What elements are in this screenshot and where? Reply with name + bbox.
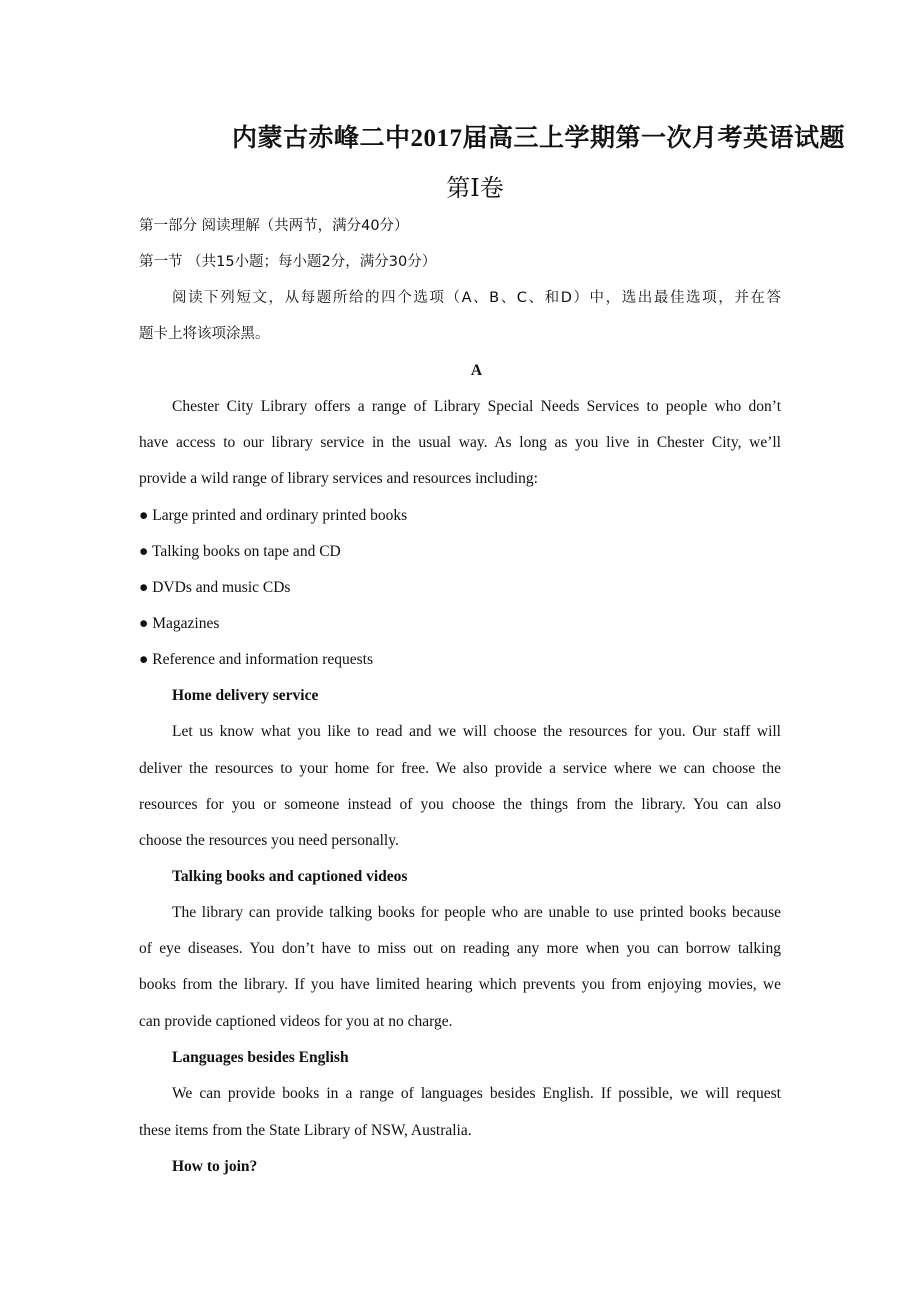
intro-line: Chester City Library offers a range of Library Special Needs Services to people who don’t xyxy=(172,398,781,415)
intro-line: provide a wild range of library services and resources including: xyxy=(139,470,538,487)
section-heading-languages: Languages besides English xyxy=(172,1049,349,1066)
section-heading-how-to-join: How to join? xyxy=(172,1158,258,1175)
paragraph-line: deliver the resources to your home for free. We also provide a service where we can choose the xyxy=(139,760,781,777)
bullet-item: ● DVDs and music CDs xyxy=(139,579,291,596)
paragraph-line: Let us know what you like to read and we will choose the resources for you. Our staff will xyxy=(172,723,781,740)
paragraph-line: books from the library. If you have limited hearing which prevents you from enjoying movies, we xyxy=(139,976,781,993)
passage-label: A xyxy=(470,362,483,379)
paragraph-line: of eye diseases. You don’t have to miss out on reading any more when you can borrow talking xyxy=(139,940,781,957)
bullet-item: ● Reference and information requests xyxy=(139,651,374,668)
paragraph-line: The library can provide talking books for people who are unable to use printed books because xyxy=(172,904,781,921)
bullet-item: ● Large printed and ordinary printed books xyxy=(139,507,408,524)
instructions-line: 阅读下列短文，从每题所给的四个选项（A、B、C、和D）中，选出最佳选项，并在答 xyxy=(172,290,781,306)
bullet-item: ● Magazines xyxy=(139,615,220,632)
bullet-item: ● Talking books on tape and CD xyxy=(139,543,341,560)
intro-line: have access to our library service in the usual way. As long as you live in Chester City, we’ll xyxy=(139,434,781,451)
part-heading: 第一部分 阅读理解（共两节，满分40分） xyxy=(139,218,409,234)
section-heading: 第一节 （共15小题；每小题2分，满分30分） xyxy=(139,254,437,270)
paragraph-line: can provide captioned videos for you at no charge. xyxy=(139,1013,453,1030)
section-heading-talking-books: Talking books and captioned videos xyxy=(172,868,408,885)
instructions-line: 题卡上将该项涂黑。 xyxy=(139,326,270,342)
paragraph-line: We can provide books in a range of languages besides English. If possible, we will request xyxy=(172,1085,781,1102)
volume-label: 第Ⅰ卷 xyxy=(446,176,504,202)
paragraph-line: choose the resources you need personally. xyxy=(139,832,399,849)
section-heading-home-delivery: Home delivery service xyxy=(172,687,319,704)
page-title: 内蒙古赤峰二中2017届高三上学期第一次月考英语试题 xyxy=(232,125,846,152)
paragraph-line: these items from the State Library of NSW, Australia. xyxy=(139,1122,472,1139)
paragraph-line: resources for you or someone instead of you choose the things from the library. You can also xyxy=(139,796,781,813)
